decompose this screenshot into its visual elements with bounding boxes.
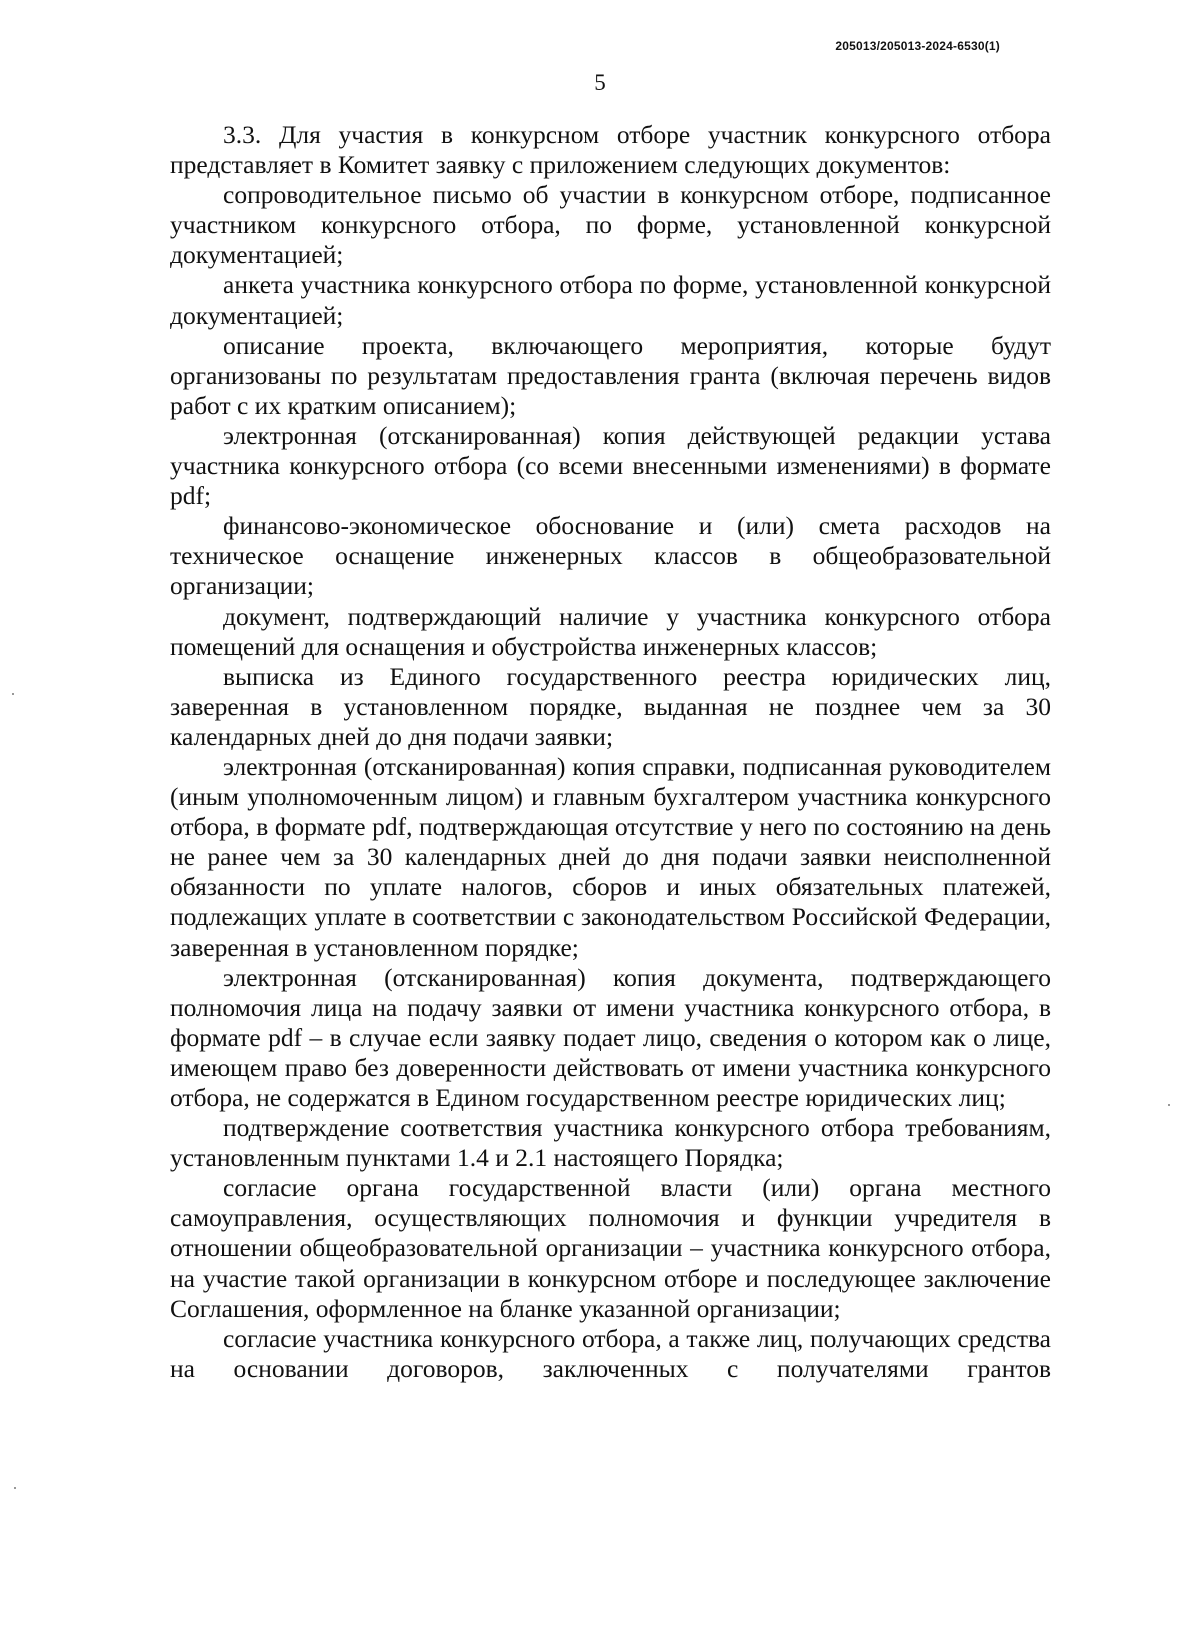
paragraph: описание проекта, включающего мероприятия, которые будут организованы по результатам предоставления гранта (включая перечень видов работ с их кратким описанием);: [170, 330, 1051, 420]
scan-speck: [1168, 1104, 1170, 1106]
document-body: [170, 120, 1051, 1384]
paragraph: согласие органа государственной власти (или) органа местного самоуправления, осуществляющих полномочия и функции учредителя в отношении общеобразовательной организации – участника конкурсного отбора, на участие такой организации в конкурсном отборе и последующее заключение Соглашения, оформленное на бланке указанной организации;: [170, 1173, 1051, 1323]
page-number: 5: [594, 70, 606, 95]
scan-speck: [12, 693, 14, 695]
paragraph: финансово-экономическое обоснование и (или) смета расходов на техническое оснащение инженерных классов в общеобразовательной организации;: [170, 511, 1051, 601]
paragraph: 3.3. Для участия в конкурсном отборе участник конкурсного отбора представляет в Комитет заявку с приложением следующих документов:: [170, 120, 1051, 180]
scan-speck: [14, 1487, 16, 1489]
paragraph: электронная (отсканированная) копия документа, подтверждающего полномочия лица на подачу заявки от имени участника конкурсного отбора, в формате pdf – в случае если заявку подает лицо, сведения о котором как о лице, имеющем право без доверенности действовать от имени участника конкурсного отбора, не содержатся в Едином государственном реестре юридических лиц;: [170, 962, 1051, 1112]
paragraph: сопроводительное письмо об участии в конкурсном отборе, подписанное участником конкурсного отбора, по форме, установленной конкурсной документацией;: [170, 180, 1051, 270]
paragraph: электронная (отсканированная) копия справки, подписанная руководителем (иным уполномоченным лицом) и главным бухгалтером участника конкурсного отбора, в формате pdf, подтверждающая отсутствие у него по состоянию на день не ранее чем за 30 календарных дней до дня подачи заявки неисполненной обязанности по уплате налогов, сборов и иных обязательных платежей, подлежащих уплате в соответствии с законодательством Российской Федерации, заверенная в установленном порядке;: [170, 751, 1051, 962]
document-id: 205013/205013-2024-6530(1): [835, 39, 1000, 53]
paragraph: электронная (отсканированная) копия действующей редакции устава участника конкурсного отбора (со всеми внесенными изменениями) в формате pdf;: [170, 420, 1051, 511]
paragraph: документ, подтверждающий наличие у участника конкурсного отбора помещений для оснащения и обустройства инженерных классов;: [170, 601, 1051, 661]
paragraph: анкета участника конкурсного отбора по форме, установленной конкурсной документацией;: [170, 270, 1051, 330]
paragraph: согласие участника конкурсного отбора, а также лиц, получающих средства на основании договоров, заключенных с получателями грантов: [170, 1323, 1051, 1383]
paragraph: выписка из Единого государственного реестра юридических лиц, заверенная в установленном порядке, выданная не позднее чем за 30 календарных дней до дня подачи заявки;: [170, 661, 1051, 751]
paragraph: подтверждение соответствия участника конкурсного отбора требованиям, установленным пунктами 1.4 и 2.1 настоящего Порядка;: [170, 1113, 1051, 1173]
